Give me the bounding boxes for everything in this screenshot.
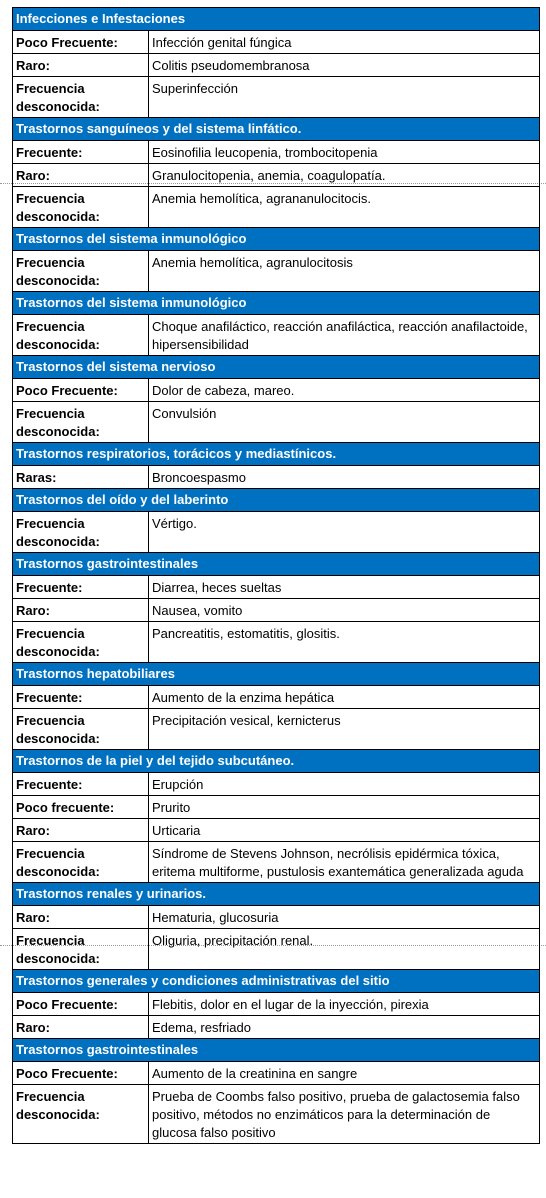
table-row bbox=[13, 77, 540, 118]
section-header-row bbox=[13, 750, 540, 773]
table-row bbox=[13, 686, 540, 709]
table-row bbox=[13, 622, 540, 663]
reaction-description: Choque anafiláctico, reacción anafiláctica, reacción anafilactoide, hipersensibilidad bbox=[149, 315, 540, 356]
table-body bbox=[13, 8, 540, 1144]
reaction-description: Anemia hemolítica, agrananulocitocis. bbox=[149, 187, 540, 228]
section-header-row bbox=[13, 1039, 540, 1062]
reaction-description: Vértigo. bbox=[149, 512, 540, 553]
section-title: Infecciones e Infestaciones bbox=[13, 8, 540, 31]
section-title: Trastornos del sistema nervioso bbox=[13, 356, 540, 379]
section-header-row bbox=[13, 883, 540, 906]
section-header-row bbox=[13, 228, 540, 251]
reaction-description: Prurito bbox=[149, 796, 540, 819]
reaction-description: Urticaria bbox=[149, 819, 540, 842]
frequency-label: Frecuencia desconocida: bbox=[13, 1085, 149, 1144]
frequency-label: Raro: bbox=[13, 599, 149, 622]
table-row bbox=[13, 512, 540, 553]
frequency-label: Frecuencia desconocida: bbox=[13, 77, 149, 118]
reaction-description: Hematuria, glucosuria bbox=[149, 906, 540, 929]
table-row bbox=[13, 842, 540, 883]
reaction-description: Diarrea, heces sueltas bbox=[149, 576, 540, 599]
section-header-row bbox=[13, 663, 540, 686]
section-title: Trastornos de la piel y del tejido subcutáneo. bbox=[13, 750, 540, 773]
section-header-row bbox=[13, 970, 540, 993]
frequency-label: Poco Frecuente: bbox=[13, 1062, 149, 1085]
table-row bbox=[13, 599, 540, 622]
table-row bbox=[13, 1085, 540, 1144]
frequency-label: Frecuencia desconocida: bbox=[13, 402, 149, 443]
reaction-description: Flebitis, dolor en el lugar de la inyección, pirexia bbox=[149, 993, 540, 1016]
table-row bbox=[13, 929, 540, 970]
frequency-label: Frecuencia desconocida: bbox=[13, 709, 149, 750]
table-row bbox=[13, 993, 540, 1016]
section-title: Trastornos del oído y del laberinto bbox=[13, 489, 540, 512]
section-title: Trastornos gastrointestinales bbox=[13, 553, 540, 576]
frequency-label: Raro: bbox=[13, 1016, 149, 1039]
table-row bbox=[13, 402, 540, 443]
frequency-label: Frecuente: bbox=[13, 773, 149, 796]
section-header-row bbox=[13, 489, 540, 512]
table-row bbox=[13, 251, 540, 292]
table-row bbox=[13, 164, 540, 187]
frequency-label: Raro: bbox=[13, 906, 149, 929]
frequency-label: Poco Frecuente: bbox=[13, 31, 149, 54]
reaction-description: Pancreatitis, estomatitis, glositis. bbox=[149, 622, 540, 663]
table-row bbox=[13, 773, 540, 796]
reaction-description: Precipitación vesical, kernicterus bbox=[149, 709, 540, 750]
reaction-description: Anemia hemolítica, agranulocitosis bbox=[149, 251, 540, 292]
table-row bbox=[13, 187, 540, 228]
section-title: Trastornos gastrointestinales bbox=[13, 1039, 540, 1062]
section-title: Trastornos generales y condiciones administrativas del sitio bbox=[13, 970, 540, 993]
reaction-description: Aumento de la enzima hepática bbox=[149, 686, 540, 709]
section-title: Trastornos respiratorios, torácicos y mediastínicos. bbox=[13, 443, 540, 466]
reaction-description: Síndrome de Stevens Johnson, necrólisis epidérmica tóxica, eritema multiforme, pustulosis exantemática generalizada aguda bbox=[149, 842, 540, 883]
reaction-description: Convulsión bbox=[149, 402, 540, 443]
section-header-row bbox=[13, 292, 540, 315]
section-header-row bbox=[13, 118, 540, 141]
frequency-label: Frecuencia desconocida: bbox=[13, 251, 149, 292]
table-row bbox=[13, 1016, 540, 1039]
reaction-description: Eosinofilia leucopenia, trombocitopenia bbox=[149, 141, 540, 164]
section-header-row bbox=[13, 553, 540, 576]
frequency-label: Frecuencia desconocida: bbox=[13, 512, 149, 553]
reaction-description: Broncoespasmo bbox=[149, 466, 540, 489]
frequency-label: Frecuente: bbox=[13, 141, 149, 164]
table-row bbox=[13, 576, 540, 599]
table-row bbox=[13, 906, 540, 929]
section-title: Trastornos hepatobiliares bbox=[13, 663, 540, 686]
section-header-row bbox=[13, 8, 540, 31]
frequency-label: Raro: bbox=[13, 819, 149, 842]
table-row bbox=[13, 466, 540, 489]
table-row bbox=[13, 31, 540, 54]
reaction-description: Dolor de cabeza, mareo. bbox=[149, 379, 540, 402]
frequency-label: Raro: bbox=[13, 164, 149, 187]
reaction-description: Aumento de la creatinina en sangre bbox=[149, 1062, 540, 1085]
adverse-reactions-table bbox=[12, 7, 540, 1144]
table-row bbox=[13, 379, 540, 402]
frequency-label: Frecuencia desconocida: bbox=[13, 622, 149, 663]
table-row bbox=[13, 819, 540, 842]
reaction-description: Superinfección bbox=[149, 77, 540, 118]
table-row bbox=[13, 54, 540, 77]
reaction-description: Infección genital fúngica bbox=[149, 31, 540, 54]
section-title: Trastornos del sistema inmunológico bbox=[13, 292, 540, 315]
reaction-description: Oliguria, precipitación renal. bbox=[149, 929, 540, 970]
section-title: Trastornos renales y urinarios. bbox=[13, 883, 540, 906]
frequency-label: Frecuencia desconocida: bbox=[13, 187, 149, 228]
frequency-label: Raro: bbox=[13, 54, 149, 77]
frequency-label: Frecuencia desconocida: bbox=[13, 315, 149, 356]
reaction-description: Edema, resfriado bbox=[149, 1016, 540, 1039]
frequency-label: Frecuencia desconocida: bbox=[13, 929, 149, 970]
frequency-label: Poco Frecuente: bbox=[13, 993, 149, 1016]
frequency-label: Raras: bbox=[13, 466, 149, 489]
section-title: Trastornos sanguíneos y del sistema linfático. bbox=[13, 118, 540, 141]
reaction-description: Granulocitopenia, anemia, coagulopatía. bbox=[149, 164, 540, 187]
frequency-label: Frecuencia desconocida: bbox=[13, 842, 149, 883]
table-row bbox=[13, 141, 540, 164]
section-header-row bbox=[13, 443, 540, 466]
table-row bbox=[13, 1062, 540, 1085]
frequency-label: Frecuente: bbox=[13, 686, 149, 709]
section-header-row bbox=[13, 356, 540, 379]
frequency-label: Poco frecuente: bbox=[13, 796, 149, 819]
section-title: Trastornos del sistema inmunológico bbox=[13, 228, 540, 251]
frequency-label: Frecuente: bbox=[13, 576, 149, 599]
reaction-description: Prueba de Coombs falso positivo, prueba de galactosemia falso positivo, métodos no enzimáticos para la determinación de glucosa falso positivo bbox=[149, 1085, 540, 1144]
reaction-description: Erupción bbox=[149, 773, 540, 796]
table-row bbox=[13, 315, 540, 356]
table-row bbox=[13, 796, 540, 819]
reaction-description: Colitis pseudomembranosa bbox=[149, 54, 540, 77]
reaction-description: Nausea, vomito bbox=[149, 599, 540, 622]
frequency-label: Poco Frecuente: bbox=[13, 379, 149, 402]
table-row bbox=[13, 709, 540, 750]
